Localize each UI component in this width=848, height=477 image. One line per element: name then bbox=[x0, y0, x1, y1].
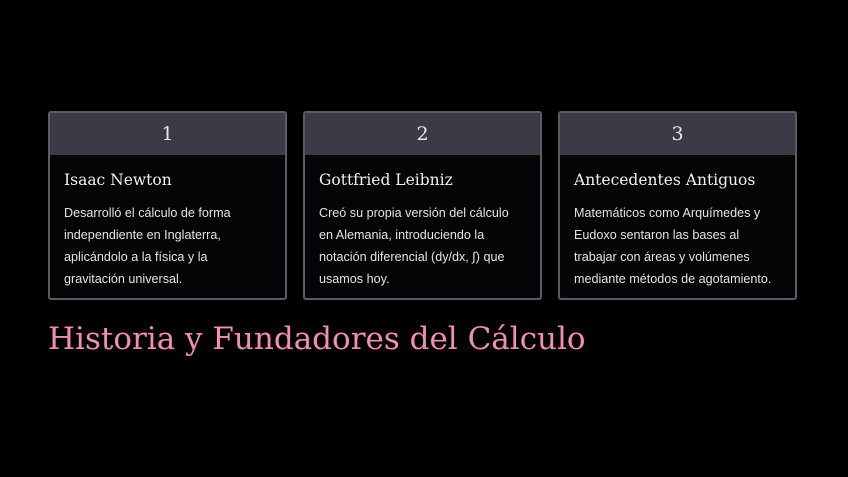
card-body bbox=[560, 155, 795, 290]
card-body bbox=[305, 155, 540, 290]
page-title: Historia y Fundadores del Cálculo bbox=[48, 321, 586, 357]
card-number: 2 bbox=[305, 113, 540, 155]
card-number: 1 bbox=[50, 113, 285, 155]
card-text: Matemáticos como Arquímedes y Eudoxo sentaron las bases al trabajar con áreas y volúmenes mediante métodos de agotamiento. bbox=[574, 206, 772, 286]
card-newton bbox=[48, 111, 287, 300]
card-leibniz bbox=[303, 111, 542, 300]
founders-cards bbox=[48, 111, 800, 303]
card-text: Creó su propia versión del cálculo en Alemania, introduciendo la notación diferencial (dy/dx, ∫) que usamos hoy. bbox=[319, 206, 509, 286]
card-ancient bbox=[558, 111, 797, 300]
card-title: Antecedentes Antiguos bbox=[574, 171, 756, 189]
card-title: Isaac Newton bbox=[64, 171, 172, 189]
card-number: 3 bbox=[560, 113, 795, 155]
card-title: Gottfried Leibniz bbox=[319, 171, 453, 189]
card-text: Desarrolló el cálculo de forma independiente en Inglaterra, aplicándolo a la física y la gravitación universal. bbox=[64, 206, 231, 286]
card-body bbox=[50, 155, 285, 290]
